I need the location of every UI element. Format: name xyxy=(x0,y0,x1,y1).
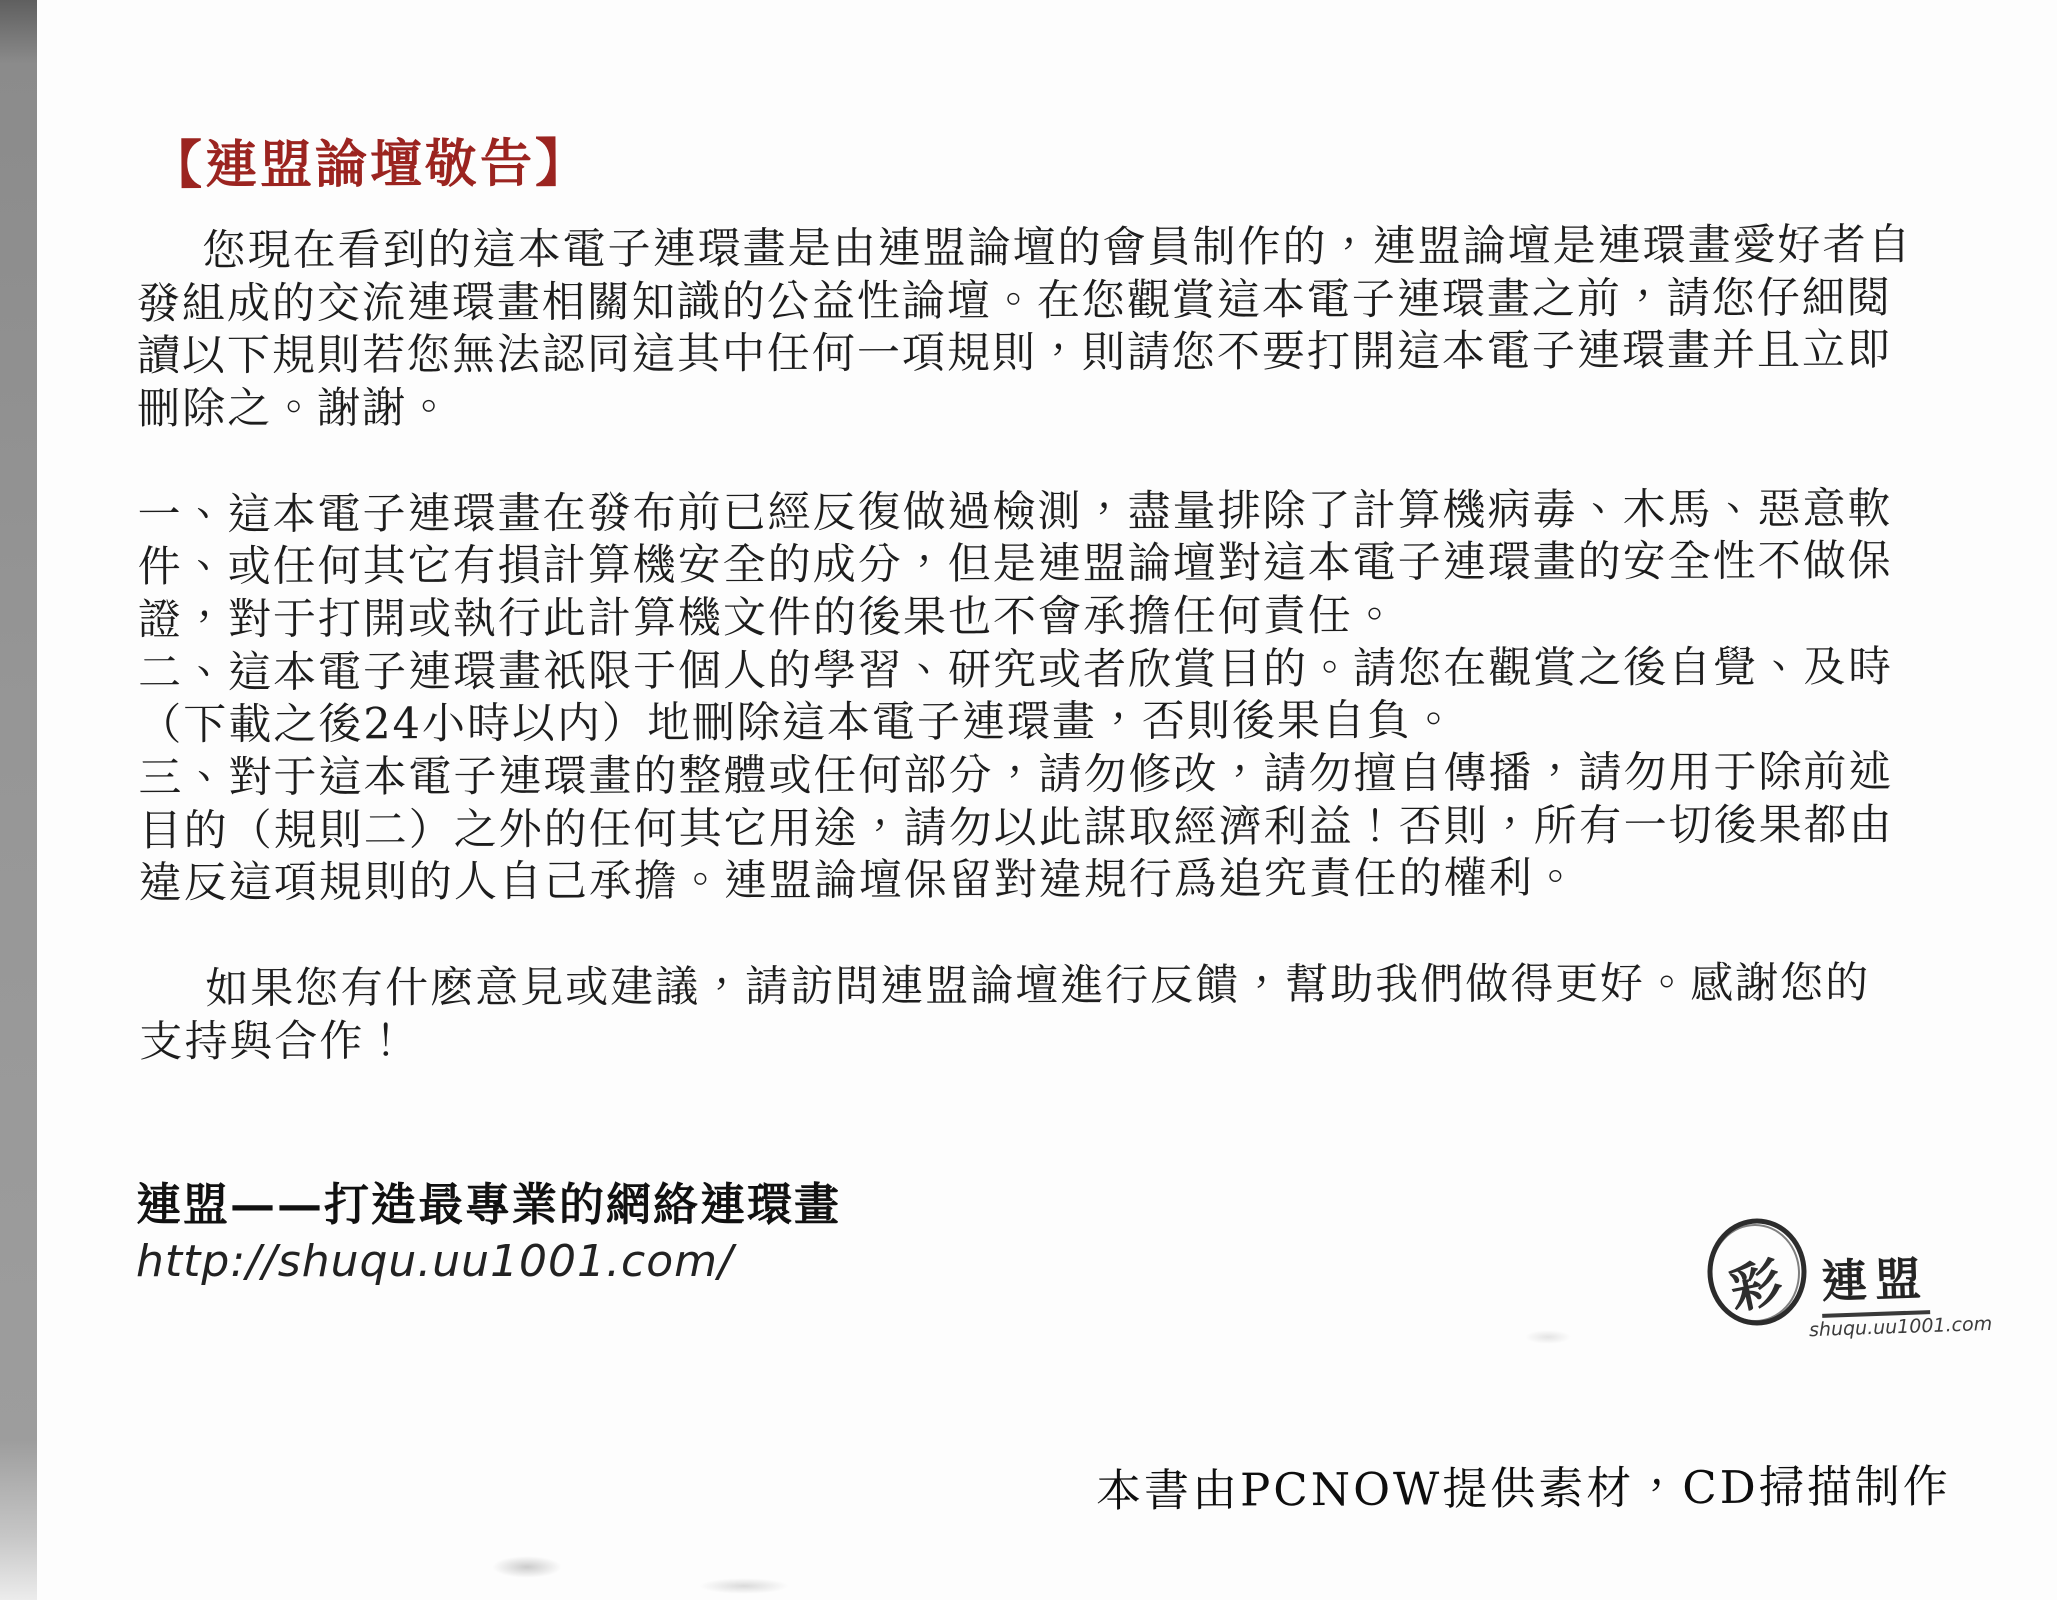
forum-logo xyxy=(1705,1208,2035,1358)
rule-line: 目的（規則二）之外的任何其它用途，請勿以此謀取經濟利益！否則，所有一切後果都由 xyxy=(138,799,1894,856)
closing-line: 支持與合作！ xyxy=(139,1015,410,1067)
scan-smudge xyxy=(699,1578,789,1594)
intro-line: 發組成的交流連環畫相關知識的公益性論壇。在您觀賞這本電子連環畫之前，請您仔細閱 xyxy=(136,272,1892,329)
rule-line: 二、這本電子連環畫祇限于個人的學習、研究或者欣賞目的。請您在觀賞之後自覺、及時 xyxy=(138,641,1894,698)
blank-line xyxy=(137,430,1967,489)
rule-line: 違反這項規則的人自己承擔。連盟論壇保留對違規行爲追究責任的權利。 xyxy=(138,853,1579,909)
logo-name: 連盟 xyxy=(1820,1242,1930,1318)
rule-line: （下載之後24小時以内）地刪除這本電子連環畫，否則後果自負。 xyxy=(138,695,1458,751)
closing-line: 如果您有什麽意見或建議，請訪問連盟論壇進行反饋，幫助我們做得更好。感謝您的 xyxy=(205,957,1871,1014)
intro-line: 讀以下規則若您無法認同這其中任何一項規則，則請您不要打開這本電子連環畫并且立即 xyxy=(136,325,1893,382)
intro-line: 刪除之。謝謝。 xyxy=(137,383,453,435)
rule-line: 證，對于打開或執行此計算機文件的後果也不會承擔任何責任。 xyxy=(137,590,1398,646)
rule-line: 三、對于這本電子連環畫的整體或任何部分，請勿修改，請勿擅自傳播，請勿用于除前述 xyxy=(138,747,1894,804)
rule-line: 一、這本電子連環畫在發布前已經反復做過檢測，盡量排除了計算機病毒、木馬、惡意軟 xyxy=(137,483,1893,540)
rule-line: 件、或任何其它有損計算機安全的成分，但是連盟論壇對這本電子連環畫的安全性不做保 xyxy=(137,536,1893,593)
scan-credit: 本書由PCNOW提供素材，CD掃描制作 xyxy=(1096,1459,1952,1518)
logo-emblem-char: 彩 xyxy=(1724,1251,1788,1322)
blank-line xyxy=(139,904,1969,963)
scan-edge-strip xyxy=(0,0,37,1600)
forum-url: http://shuqu.uu1001.com/ xyxy=(136,1236,734,1287)
scan-smudge xyxy=(492,1556,562,1578)
notice-body xyxy=(137,219,1970,1069)
notice-page xyxy=(37,0,2057,1600)
scan-smudge xyxy=(1525,1330,1571,1344)
intro-line: 您現在看到的這本電子連環畫是由連盟論壇的會員制作的，連盟論壇是連環畫愛好者自 xyxy=(202,219,1913,276)
forum-slogan: 連盟——打造最專業的網絡連環畫 xyxy=(136,1178,842,1231)
notice-title: 【連盟論壇敬告】 xyxy=(149,132,591,197)
logo-subtext: shuqu.uu1001.com xyxy=(1808,1312,1993,1342)
